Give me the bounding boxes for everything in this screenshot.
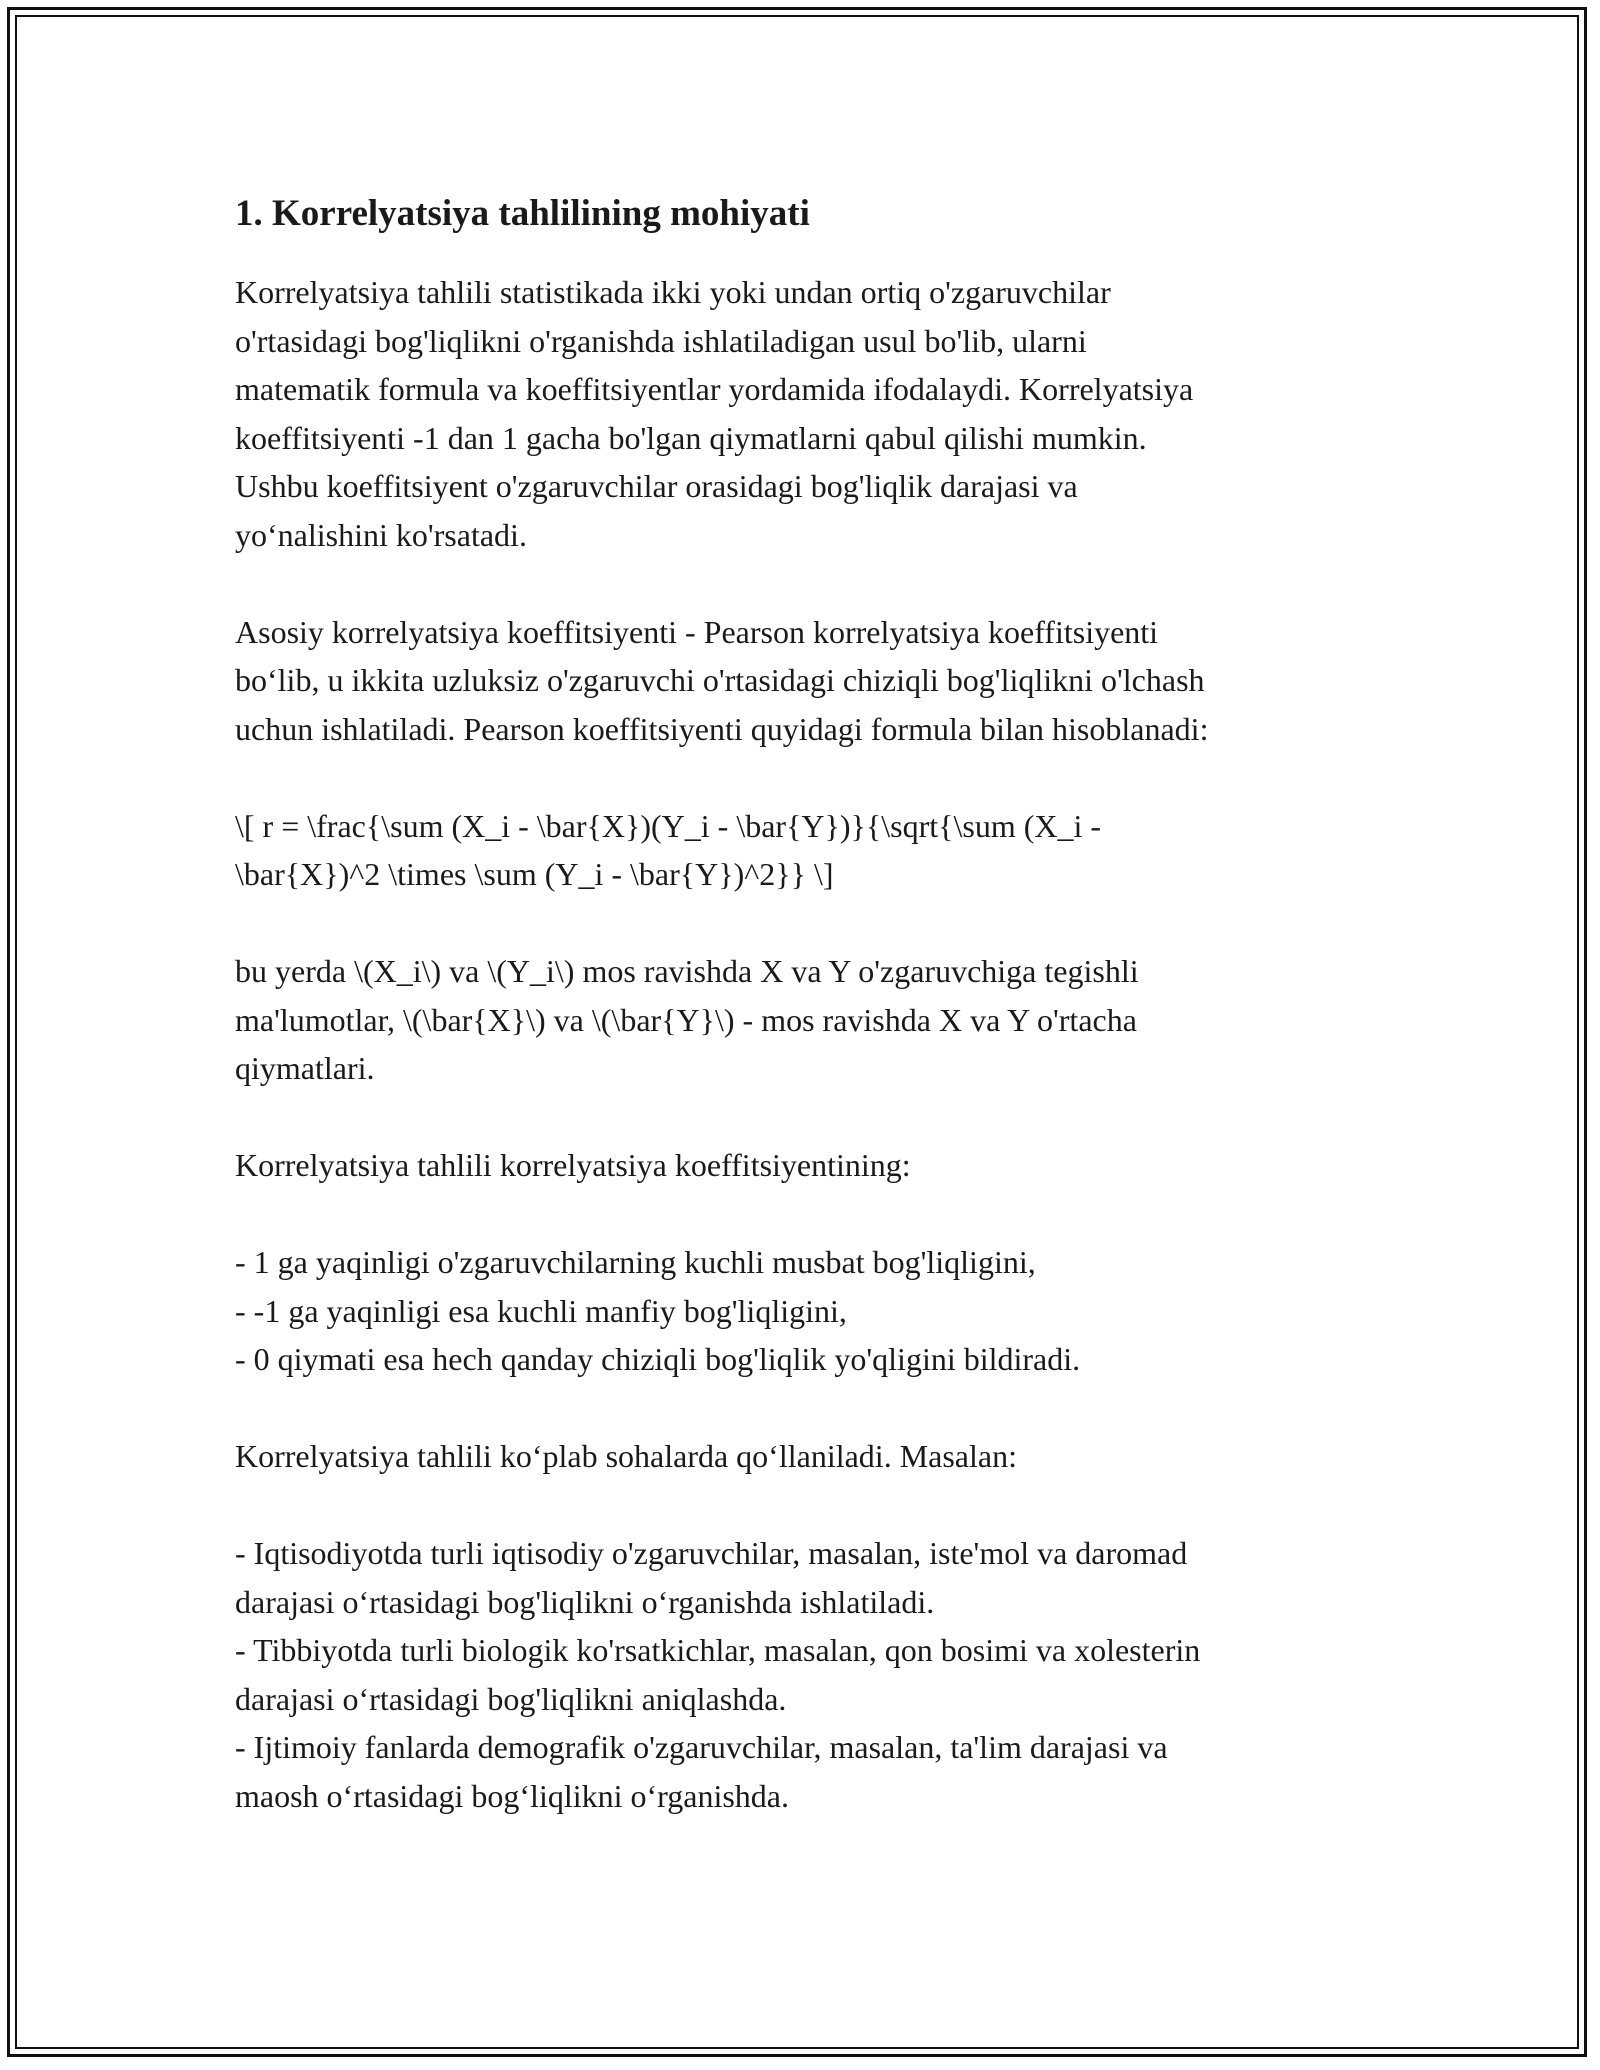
section-heading: 1. Korrelyatsiya tahlilining mohiyati: [235, 193, 810, 234]
formula-block: [235, 802, 1385, 899]
usage-list: [235, 1529, 1385, 1820]
text-line: Korrelyatsiya tahlili statistikada ikki yoki undan ortiq o'zgaruvchilar: [235, 274, 1111, 310]
text-line: bo‘lib, u ikkita uzluksiz o'zgaruvchi o'rtasidagi chiziqli bog'liqlikni o'lchash: [235, 662, 1205, 698]
list-item: darajasi o‘rtasidagi bog'liqlikni o‘rganishda ishlatiladi.: [235, 1583, 935, 1620]
where-paragraph: [235, 947, 1385, 1093]
list-item: darajasi o‘rtasidagi bog'liqlikni aniqlashda.: [235, 1680, 787, 1717]
list-item: - Tibbiyotda turli biologik ko'rsatkichlar, masalan, qon bosimi va xolesterin: [235, 1632, 1201, 1668]
text-line: ma'lumotlar, \(\bar{X}\) va \(\bar{Y}\) - mos ravishda X va Y o'rtacha: [235, 1001, 1137, 1038]
interpretation-intro: Korrelyatsiya tahlili korrelyatsiya koeffitsiyentining:: [235, 1147, 911, 1183]
formula-line: \bar{X})^2 \times \sum (Y_i - \bar{Y})^2}} \]: [235, 856, 834, 892]
text-line: Asosiy korrelyatsiya koeffitsiyenti - Pearson korrelyatsiya koeffitsiyenti: [235, 613, 1159, 650]
text-line: yo‘nalishini ko'rsatadi.: [235, 516, 527, 553]
text-line: koeffitsiyenti -1 dan 1 gacha bo'lgan qiymatlarni qabul qilishi mumkin.: [235, 419, 1147, 456]
text-line: bu yerda \(X_i\) va \(Y_i\) mos ravishda X va Y o'zgaruvchiga tegishli: [235, 953, 1139, 989]
list-item: maosh o‘rtasidagi bog‘liqlikni o‘rganishda.: [235, 1777, 789, 1814]
text-line: Ushbu koeffitsiyent o'zgaruvchilar orasidagi bog'liqlik darajasi va: [235, 468, 1078, 504]
text-line: uchun ishlatiladi. Pearson koeffitsiyenti quyidagi formula bilan hisoblanadi:: [235, 710, 1209, 747]
list-item: - Ijtimoiy fanlarda demografik o'zgaruvchilar, masalan, ta'lim darajasi va: [235, 1729, 1168, 1765]
text-line: matematik formula va koeffitsiyentlar yordamida ifodalaydi. Korrelyatsiya: [235, 371, 1194, 407]
text-line: o'rtasidagi bog'liqlikni o'rganishda ishlatiladigan usul bo'lib, ularni: [235, 322, 1087, 359]
usage-intro: Korrelyatsiya tahlili ko‘plab sohalarda qo‘llaniladi. Masalan:: [235, 1438, 1017, 1474]
text-line: qiymatlari.: [235, 1050, 375, 1086]
list-item: - 0 qiymati esa hech qanday chiziqli bog'liqlik yo'qligini bildiradi.: [235, 1341, 1081, 1377]
list-item: - 1 ga yaqinligi o'zgaruvchilarning kuchli musbat bog'liqligini,: [235, 1244, 1036, 1280]
list-item: - -1 ga yaqinligi esa kuchli manfiy bog'liqligini,: [235, 1292, 847, 1329]
interpretation-list: [235, 1238, 1385, 1384]
formula-line: \[ r = \frac{\sum (X_i - \bar{X})(Y_i - \bar{Y})}{\sqrt{\sum (X_i -: [235, 807, 1102, 844]
list-item: - Iqtisodiyotda turli iqtisodiy o'zgaruvchilar, masalan, iste'mol va daromad: [235, 1535, 1188, 1571]
document-body: [235, 186, 1385, 1820]
intro-paragraph: [235, 268, 1385, 559]
pearson-paragraph: [235, 608, 1385, 754]
